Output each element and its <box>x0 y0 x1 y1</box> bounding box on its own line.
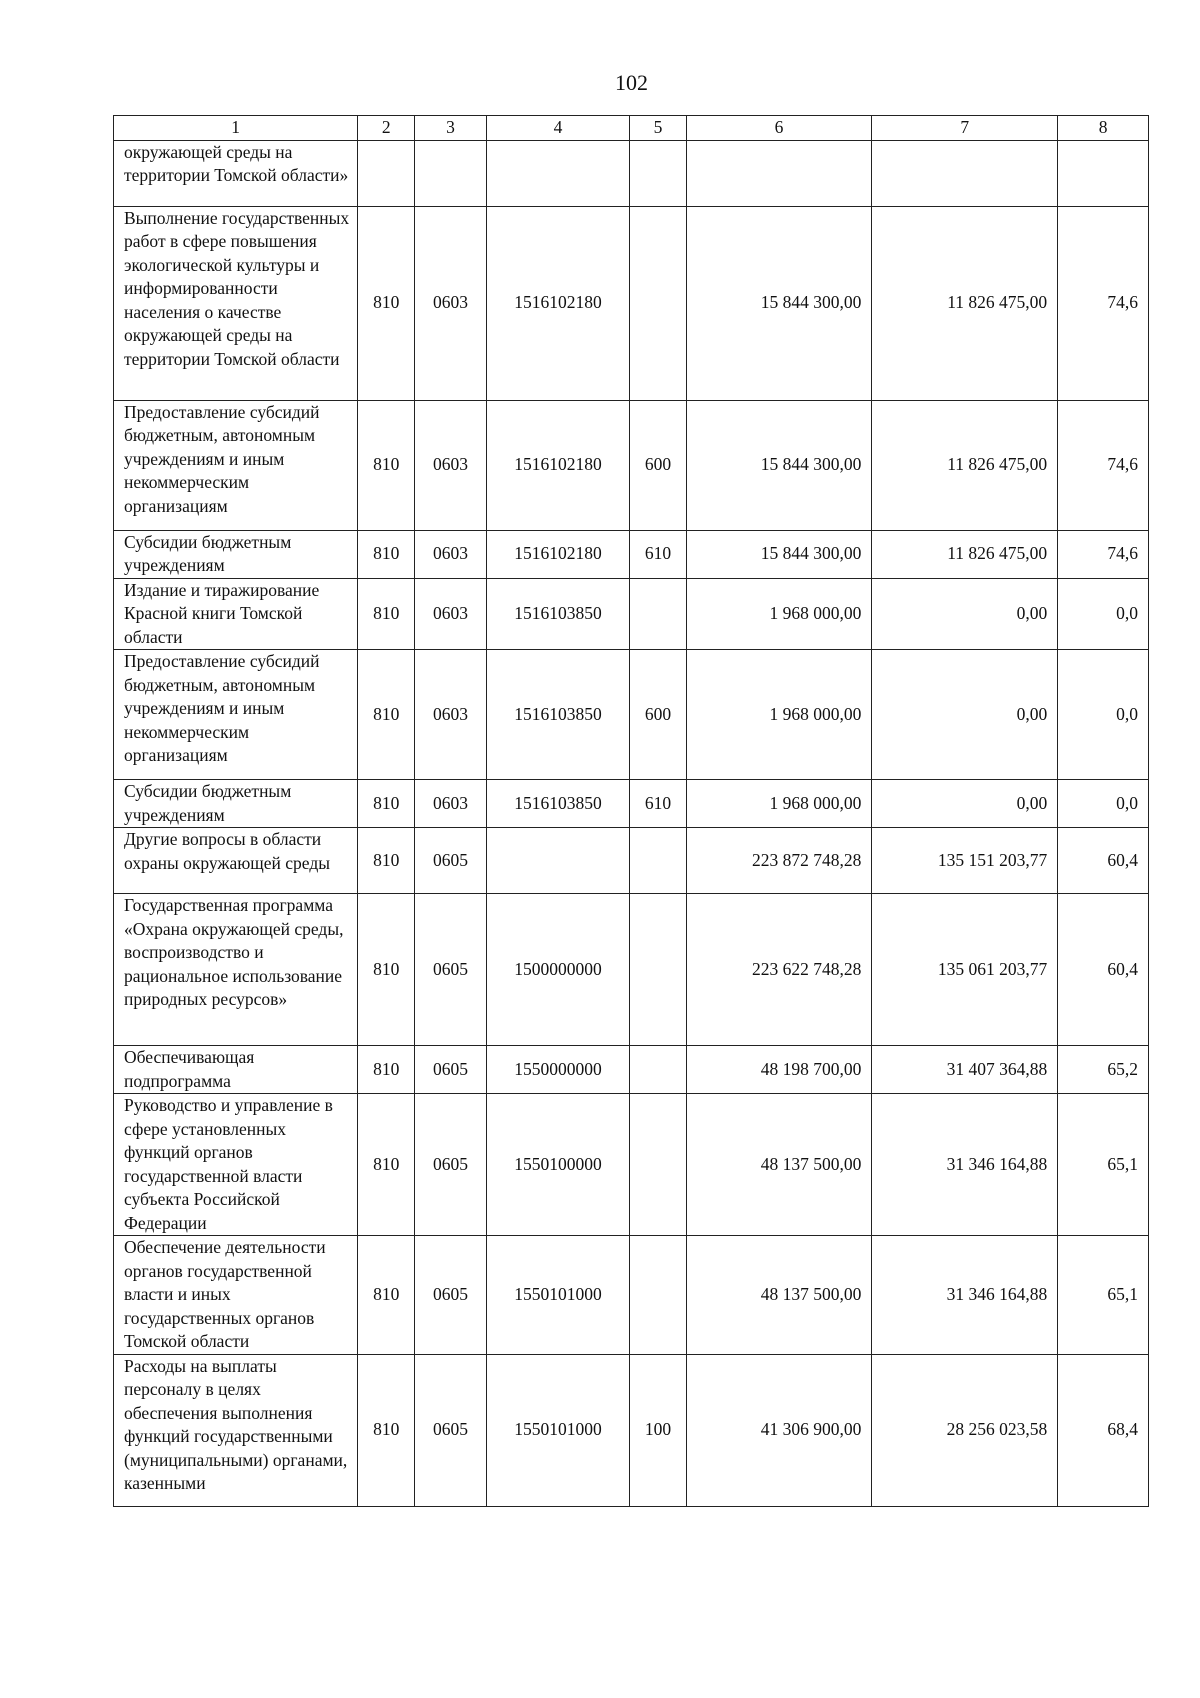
section-code <box>415 140 486 206</box>
expense-type <box>630 1236 686 1355</box>
execution-percent: 65,1 <box>1058 1094 1149 1236</box>
table-row <box>114 894 1149 1046</box>
item-name: Субсидии бюджетным учреждениям <box>114 530 358 578</box>
execution-percent: 65,2 <box>1058 1046 1149 1094</box>
section-code: 0605 <box>415 828 486 894</box>
item-name: Обеспечение деятельности органов государственной власти и иных государственных органов Томской области <box>114 1236 358 1355</box>
admin-code: 810 <box>358 1236 415 1355</box>
expense-type: 100 <box>630 1354 686 1506</box>
target-article: 1500000000 <box>486 894 630 1046</box>
page-number: 102 <box>615 70 648 95</box>
item-name: Государственная программа «Охрана окружающей среды, воспроизводство и рациональное использование природных ресурсов» <box>114 894 358 1046</box>
item-name: Субсидии бюджетным учреждениям <box>114 780 358 828</box>
plan-amount: 223 622 748,28 <box>686 894 872 1046</box>
section-code: 0605 <box>415 894 486 1046</box>
execution-percent: 60,4 <box>1058 894 1149 1046</box>
expense-type <box>630 1094 686 1236</box>
execution-percent: 68,4 <box>1058 1354 1149 1506</box>
expense-type <box>630 140 686 206</box>
item-name: Руководство и управление в сфере установленных функций органов государственной власти субъекта Российской Федерации <box>114 1094 358 1236</box>
column-header: 8 <box>1058 116 1149 141</box>
target-article <box>486 828 630 894</box>
section-code: 0603 <box>415 530 486 578</box>
target-article: 1550101000 <box>486 1236 630 1355</box>
execution-percent <box>1058 140 1149 206</box>
expense-type: 610 <box>630 780 686 828</box>
admin-code: 810 <box>358 530 415 578</box>
expense-type: 600 <box>630 400 686 530</box>
table-row <box>114 1094 1149 1236</box>
plan-amount: 48 137 500,00 <box>686 1236 872 1355</box>
table-row <box>114 1354 1149 1506</box>
execution-percent: 60,4 <box>1058 828 1149 894</box>
section-code: 0605 <box>415 1354 486 1506</box>
target-article: 1516102180 <box>486 400 630 530</box>
expense-type: 600 <box>630 650 686 780</box>
executed-amount: 11 826 475,00 <box>872 530 1058 578</box>
plan-amount: 15 844 300,00 <box>686 206 872 400</box>
section-code: 0605 <box>415 1236 486 1355</box>
executed-amount: 11 826 475,00 <box>872 206 1058 400</box>
section-code: 0603 <box>415 400 486 530</box>
expense-type <box>630 206 686 400</box>
table-row <box>114 650 1149 780</box>
item-name: Обеспечивающая подпрограмма <box>114 1046 358 1094</box>
execution-percent: 74,6 <box>1058 400 1149 530</box>
column-header: 7 <box>872 116 1058 141</box>
admin-code <box>358 140 415 206</box>
executed-amount: 135 151 203,77 <box>872 828 1058 894</box>
table-row <box>114 206 1149 400</box>
execution-percent: 0,0 <box>1058 780 1149 828</box>
admin-code: 810 <box>358 1094 415 1236</box>
executed-amount: 28 256 023,58 <box>872 1354 1058 1506</box>
plan-amount: 1 968 000,00 <box>686 780 872 828</box>
admin-code: 810 <box>358 400 415 530</box>
execution-percent: 74,6 <box>1058 206 1149 400</box>
item-name: Издание и тиражирование Красной книги Томской области <box>114 578 358 650</box>
item-name: окружающей среды на территории Томской области» <box>114 140 358 206</box>
plan-amount: 15 844 300,00 <box>686 530 872 578</box>
expense-type <box>630 828 686 894</box>
item-name: Расходы на выплаты персоналу в целях обеспечения выполнения функций государственными (муниципальными) органами, казенными <box>114 1354 358 1506</box>
plan-amount: 223 872 748,28 <box>686 828 872 894</box>
target-article: 1516103850 <box>486 780 630 828</box>
section-code: 0605 <box>415 1094 486 1236</box>
plan-amount <box>686 140 872 206</box>
item-name: Предоставление субсидий бюджетным, автономным учреждениям и иным некоммерческим организациям <box>114 400 358 530</box>
table-row <box>114 828 1149 894</box>
target-article: 1516102180 <box>486 530 630 578</box>
executed-amount: 0,00 <box>872 578 1058 650</box>
admin-code: 810 <box>358 1354 415 1506</box>
executed-amount: 31 346 164,88 <box>872 1236 1058 1355</box>
plan-amount: 48 137 500,00 <box>686 1094 872 1236</box>
executed-amount: 31 407 364,88 <box>872 1046 1058 1094</box>
admin-code: 810 <box>358 828 415 894</box>
budget-table <box>113 115 1149 1507</box>
column-header: 6 <box>686 116 872 141</box>
table-row <box>114 140 1149 206</box>
target-article: 1516103850 <box>486 578 630 650</box>
admin-code: 810 <box>358 206 415 400</box>
section-code: 0605 <box>415 1046 486 1094</box>
plan-amount: 41 306 900,00 <box>686 1354 872 1506</box>
plan-amount: 15 844 300,00 <box>686 400 872 530</box>
executed-amount: 0,00 <box>872 650 1058 780</box>
table-row <box>114 1236 1149 1355</box>
target-article: 1516103850 <box>486 650 630 780</box>
target-article: 1550101000 <box>486 1354 630 1506</box>
column-header: 4 <box>486 116 630 141</box>
expense-type <box>630 578 686 650</box>
section-code: 0603 <box>415 780 486 828</box>
execution-percent: 0,0 <box>1058 578 1149 650</box>
executed-amount: 31 346 164,88 <box>872 1094 1058 1236</box>
column-header: 2 <box>358 116 415 141</box>
table-row <box>114 400 1149 530</box>
table-row <box>114 578 1149 650</box>
admin-code: 810 <box>358 578 415 650</box>
table-row <box>114 530 1149 578</box>
admin-code: 810 <box>358 650 415 780</box>
plan-amount: 1 968 000,00 <box>686 578 872 650</box>
expense-type: 610 <box>630 530 686 578</box>
plan-amount: 48 198 700,00 <box>686 1046 872 1094</box>
expense-type <box>630 1046 686 1094</box>
target-article: 1550000000 <box>486 1046 630 1094</box>
plan-amount: 1 968 000,00 <box>686 650 872 780</box>
admin-code: 810 <box>358 894 415 1046</box>
column-header: 5 <box>630 116 686 141</box>
executed-amount: 0,00 <box>872 780 1058 828</box>
item-name: Предоставление субсидий бюджетным, автономным учреждениям и иным некоммерческим организациям <box>114 650 358 780</box>
table-row <box>114 1046 1149 1094</box>
item-name: Выполнение государственных работ в сфере повышения экологической культуры и информированности населения о качестве окружающей среды на территории Томской области <box>114 206 358 400</box>
executed-amount: 11 826 475,00 <box>872 400 1058 530</box>
target-article: 1550100000 <box>486 1094 630 1236</box>
executed-amount: 135 061 203,77 <box>872 894 1058 1046</box>
executed-amount <box>872 140 1058 206</box>
section-code: 0603 <box>415 650 486 780</box>
admin-code: 810 <box>358 1046 415 1094</box>
item-name: Другие вопросы в области охраны окружающей среды <box>114 828 358 894</box>
execution-percent: 65,1 <box>1058 1236 1149 1355</box>
admin-code: 810 <box>358 780 415 828</box>
target-article: 1516102180 <box>486 206 630 400</box>
expense-type <box>630 894 686 1046</box>
column-header: 1 <box>114 116 358 141</box>
execution-percent: 74,6 <box>1058 530 1149 578</box>
table-header-row <box>114 116 1149 141</box>
column-header: 3 <box>415 116 486 141</box>
table-row <box>114 780 1149 828</box>
section-code: 0603 <box>415 578 486 650</box>
target-article <box>486 140 630 206</box>
execution-percent: 0,0 <box>1058 650 1149 780</box>
section-code: 0603 <box>415 206 486 400</box>
